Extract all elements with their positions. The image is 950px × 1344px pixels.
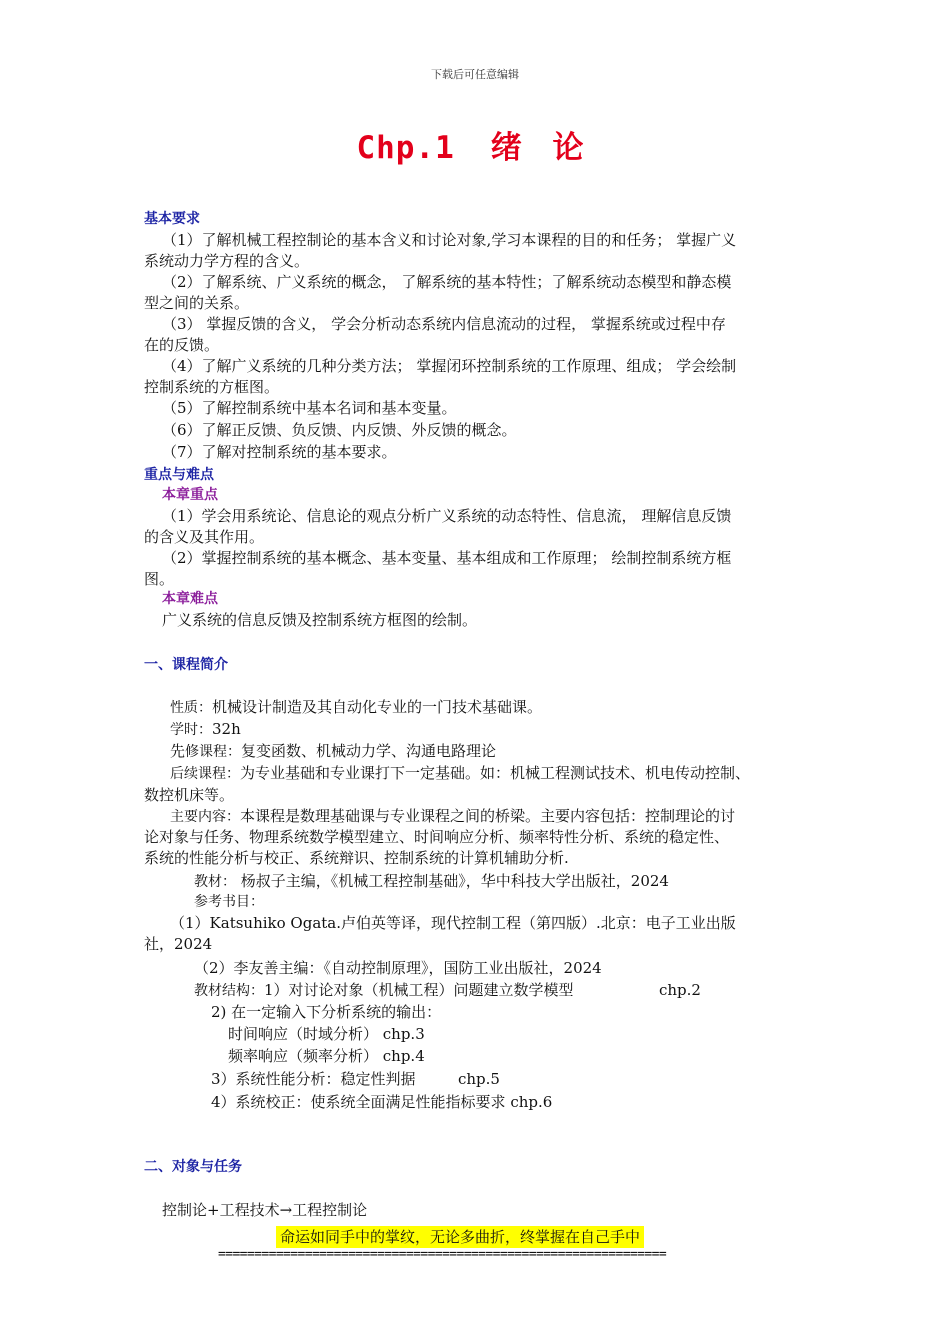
object-task-heading: 二、对象与任务 [144,1159,242,1175]
follow-label: 后续课程： [170,766,240,782]
content-continued: 论对象与任务、物理系统数学模型建立、时间响应分析、频率特性分析、系统的稳定性、 [144,828,730,846]
structure-item-3-chapter: chp.5 [458,1070,500,1088]
basic-req-line: 在的反馈。 [144,336,220,354]
nature-value: 机械设计制造及其自动化专业的一门技术基础课。 [212,698,543,716]
object-task-line: 控制论+工程技术→工程控制论 [162,1201,368,1219]
course-main-content [170,806,840,828]
basic-req-line: （2）了解系统、广义系统的概念， 了解系统的基本特性；了解系统动态模型和静态模 [162,273,732,291]
textbook [194,871,864,893]
course-prerequisites [170,741,840,763]
reference-1-continued: 社，2024 [144,935,213,953]
structure-item-2b: 频率响应（频率分析） chp.4 [228,1047,425,1065]
basic-req-line: （5）了解控制系统中基本名词和基本变量。 [162,399,457,417]
hours-label: 学时： [170,722,212,738]
basic-req-line: （3） 掌握反馈的含义， 学会分析动态系统内信息流动的过程， 掌握系统或过程中存 [162,315,726,333]
follow-continued: 数控机床等。 [144,786,235,804]
chapter-focus-heading: 本章重点 [162,487,218,503]
course-nature [170,697,840,719]
structure-item-3: 3）系统性能分析：稳定性判据 [211,1070,416,1088]
title-chinese: 绪 论 [490,130,594,166]
course-follow-up [170,763,840,785]
structure-item-1: 1）对讨论对象（机械工程）问题建立数学模型 [264,981,574,999]
focus-line: （1）学会用系统论、信息论的观点分析广义系统的动态特性、信息流， 理解信息反馈 [162,507,732,525]
basic-req-line: （1）了解机械工程控制论的基本含义和讨论对象,学习本课程的目的和任务； 掌握广义 [162,231,737,249]
focus-line: 图。 [144,570,175,588]
course-hours [170,719,840,741]
structure-item-2: 2) 在一定输入下分析系统的输出： [211,1003,442,1021]
course-intro-heading: 一、课程简介 [144,657,228,673]
structure-item-1-chapter: chp.2 [659,981,701,999]
follow-value: 为专业基础和专业课打下一定基础。如：机械工程测试技术、机电传动控制、 [240,764,751,782]
key-points-heading: 重点与难点 [144,467,214,483]
references-label: 参考书目： [194,894,264,910]
motto-highlight: 命运如同手中的掌纹，无论多曲折，终掌握在自己手中 [276,1226,644,1248]
prereq-label-a: 先 [170,742,186,760]
header-note: 下载后可任意编辑 [431,68,519,81]
basic-requirements-heading: 基本要求 [144,211,200,227]
basic-req-line: 系统动力学方程的含义。 [144,252,310,270]
basic-req-line: （7）了解对控制系统的基本要求。 [162,443,397,461]
separator-line: ============================================================== [218,1247,667,1262]
focus-line: 的含义及其作用。 [144,528,265,546]
textbook-label: 教材： [194,874,236,890]
basic-req-line: 控制系统的方框图。 [144,378,280,396]
content-label: 主要内容： [170,809,240,825]
prereq-value: 复变函数、机械动力学、沟通电路理论 [241,742,497,760]
basic-req-line: （4）了解广义系统的几种分类方法； 掌握闭环控制系统的工作原理、组成； 学会绘制 [162,357,737,375]
structure-item-2a: 时间响应（时域分析） chp.3 [228,1025,425,1043]
textbook-structure [194,980,864,1002]
prereq-label-b: 修课程： [185,744,242,760]
content-value: 本课程是数理基础课与专业课程之间的桥梁。主要内容包括：控制理论的讨 [240,807,736,825]
focus-line: （2）掌握控制系统的基本概念、基本变量、基本组成和工作原理； 绘制控制系统方框 [162,549,732,567]
chapter-difficulty-heading: 本章难点 [162,591,218,607]
page-title [0,122,950,167]
hours-value: 32h [212,720,241,738]
reference-1: （1）Katsuhiko Ogata.卢伯英等译，现代控制工程（第四版）.北京：电子工业出版 [170,914,736,932]
basic-req-line: 型之间的关系。 [144,294,250,312]
difficulty-line: 广义系统的信息反馈及控制系统方框图的绘制。 [162,611,478,629]
structure-item-4: 4）系统校正：使系统全面满足性能指标要求 chp.6 [211,1093,553,1111]
reference-2: （2）李友善主编：《自动控制原理》，国防工业出版社，2024 [194,959,602,977]
basic-req-line: （6）了解正反馈、负反馈、内反馈、外反馈的概念。 [162,421,517,439]
content-continued: 系统的性能分析与校正、系统辩识、控制系统的计算机辅助分析. [144,849,569,867]
structure-label: 教材结构： [194,983,264,999]
title-chapter: Chp.1 [356,130,455,166]
nature-label: 性质： [170,700,212,716]
textbook-value: 杨叔子主编，《机械工程控制基础》，华中科技大学出版社，2024 [236,872,669,890]
